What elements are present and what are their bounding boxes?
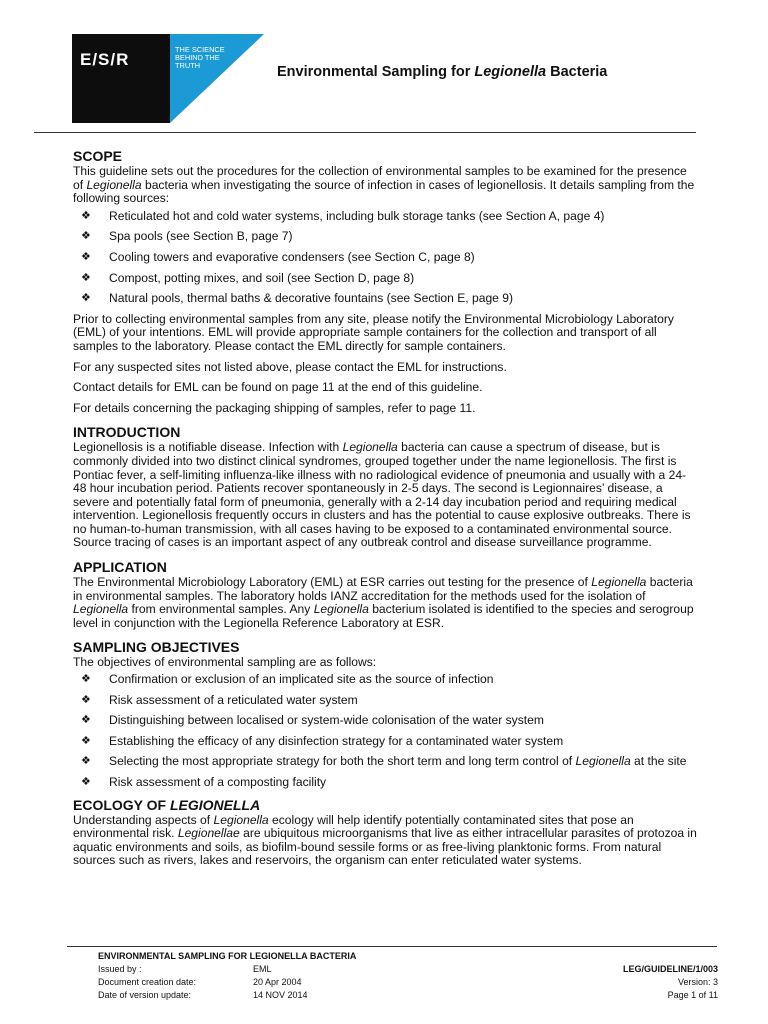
footer-title: ENVIRONMENTAL SAMPLING FOR LEGIONELLA BACTERIA [98,951,357,961]
bullet-text: Risk assessment of a composting facility [109,775,327,789]
footer-doc-id: LEG/GUIDELINE/1/003 [622,964,718,974]
bullet-item [73,755,698,769]
scope-para-notify: Prior to collecting environmental samples from any site, please notify the Environmental Microbiology Laboratory (EML) of your intentions. EML will provide appropriate sample containers for the collection and transport of all samples to the laboratory. Please contact the EML directly for sample containers. [73,311,674,353]
bullet-item [73,230,698,244]
application-heading: APPLICATION [73,559,167,576]
diamond-bullet-icon: ❖ [81,271,91,284]
footer-created-label: Document creation date: [98,977,197,987]
bullet-item [73,714,698,728]
esr-tagline: THE SCIENCE BEHIND THE TRUTH [175,45,225,70]
bullet-text: Natural pools, thermal baths & decorative fountains (see Section E, page 9) [109,291,514,306]
bullet-item [73,272,698,286]
footer-issued-label: Issued by : [98,964,142,974]
diamond-bullet-icon: ❖ [81,734,91,747]
diamond-bullet-icon: ❖ [81,776,91,788]
bullet-item [73,776,698,790]
esr-logo-block [72,34,170,123]
header-divider [34,132,696,133]
bullet-text: Selecting the most appropriate strategy for both the short term and long term control of Legionella at the site [109,754,687,769]
footer-page-number: Page 1 of 11 [667,990,718,1000]
scope-para-contact: Contact details for EML can be found on page 11 at the end of this guideline. [73,380,483,395]
footer-updated-value: 14 NOV 2014 [253,990,308,1000]
diamond-bullet-icon: ❖ [81,693,91,706]
introduction-body: Legionellosis is a notifiable disease. Infection with Legionella bacteria can cause a spectrum of disease, but is commonly divided into two distinct clinical syndromes, grouped together under the name legionellosis. The first is Pontiac fever, a self-limiting influenza-like illness with no radiological evidence of pneumonia and usually with a 24-48 hour incubation period. Patients recover spontaneously in 2-5 days. The second is Legionnaires’ disease, a severe and potentially fatal form of pneumonia, generally with a 2-14 day incubation period and requiring medical intervention. Legionellosis frequently occurs in clusters and has the potential to cause explosive outbreaks. There is no human-to-human transmission, with all cases having to be exposed to a contaminated environmental source. Source tracing of cases is an important aspect of any outbreak control and disease surveillance programme. [73,440,691,550]
objectives-list [73,673,698,790]
diamond-bullet-icon: ❖ [81,673,91,686]
scope-intro: This guideline sets out the procedures for the collection of environmental samples to be examined for the presence of Legionella bacteria when investigating the source of infection in cases of legionellosis. It details sampling from the following sources: [73,164,695,206]
document-title: Environmental Sampling for Legionella Bacteria [277,64,608,80]
footer-version: Version: 3 [677,977,718,987]
bullet-text: Compost, potting mixes, and soil (see Section D, page 8) [109,270,415,285]
bullet-item [73,292,698,306]
bullet-text: Spa pools (see Section B, page 7) [109,229,293,244]
diamond-bullet-icon: ❖ [81,209,91,222]
bullet-item [73,210,698,224]
footer-issued-value: EML [253,964,272,974]
ecology-body: Understanding aspects of Legionella ecology will help identify potentially contaminated sites that pose an environmental risk. Legionellae are ubiquitous microorganisms that live as either intracellular parasites of protozoa in aquatic environments and soils, as biofilm-bound sessile forms or as free-living planktonic forms. From natural sources such as rivers, lakes and reservoirs, the organism can enter reticulated water systems. [73,812,697,868]
bullet-text: Cooling towers and evaporative condensers (see Section C, page 8) [109,249,475,264]
introduction-heading: INTRODUCTION [73,424,181,441]
bullet-text: Reticulated hot and cold water systems, including bulk storage tanks (see Section A, page 4) [109,208,605,223]
document-body [73,148,698,868]
bullet-item [73,251,698,265]
bullet-item [73,735,698,749]
bullet-item [73,673,698,687]
application-body: The Environmental Microbiology Laboratory (EML) at ESR carries out testing for the presence of Legionella bacteria in environmental samples. The laboratory holds IANZ accreditation for the methods used for the isolation of Legionella from environmental samples. Any Legionella bacterium isolated is identified to the species and serogroup level in conjunction with the Legionella Reference Laboratory at ESR. [73,575,694,630]
diamond-bullet-icon: ❖ [81,230,91,243]
bullet-text: Establishing the efficacy of any disinfection strategy for a contaminated water system [109,733,564,748]
ecology-heading: ECOLOGY OF LEGIONELLA [73,796,261,813]
diamond-bullet-icon: ❖ [81,292,91,305]
objectives-heading: SAMPLING OBJECTIVES [73,639,240,656]
bullet-item [73,694,698,708]
bullet-text: Distinguishing between localised or system-wide colonisation of the water system [109,713,544,728]
footer-updated-label: Date of version update: [98,990,192,1000]
page-footer [98,950,718,1002]
scope-para-unlisted: For any suspected sites not listed above, please contact the EML for instructions. [73,359,507,374]
diamond-bullet-icon: ❖ [81,250,91,263]
footer-created-value: 20 Apr 2004 [253,977,302,987]
bullet-text: Confirmation or exclusion of an implicated site as the source of infection [109,672,494,687]
scope-heading: SCOPE [73,148,123,164]
diamond-bullet-icon: ❖ [81,755,91,768]
scope-list [73,210,698,306]
footer-divider [67,946,717,947]
scope-para-packaging: For details concerning the packaging shipping of samples, refer to page 11. [73,400,476,415]
esr-logo-text: E/S/R [80,50,130,69]
objectives-intro: The objectives of environmental sampling are as follows: [73,655,377,670]
bullet-text: Risk assessment of a reticulated water system [109,692,358,707]
diamond-bullet-icon: ❖ [81,714,91,727]
